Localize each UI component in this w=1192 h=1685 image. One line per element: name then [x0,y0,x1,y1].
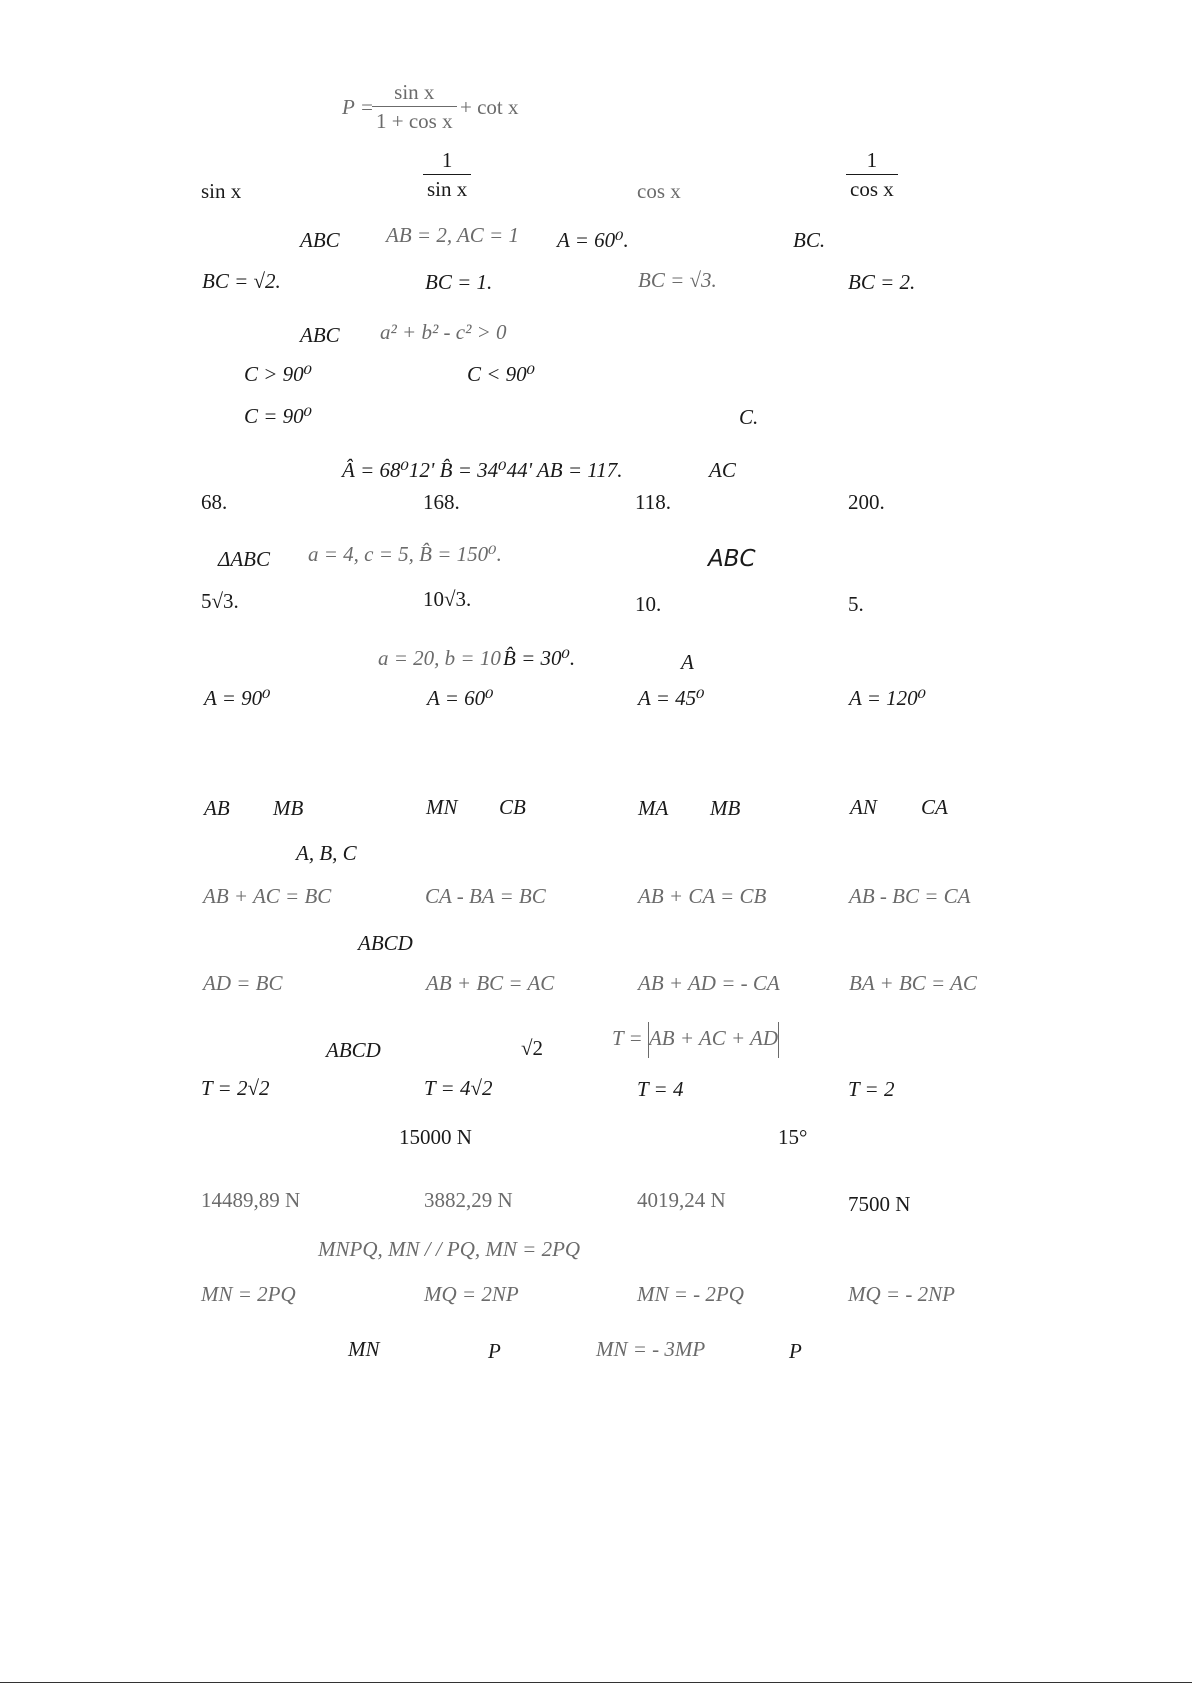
q11-option-a: 14489,89 N [201,1188,301,1212]
q9-option-c: AB + AD = - CA [638,971,780,995]
q5-condition: a = 4, c = 5, B̂ = 150⁰. [308,542,502,566]
q5-option-b: 10√3. [423,587,472,611]
q2-option-b: BC = 1. [425,270,493,294]
q13-point: P [488,1339,501,1363]
q12-option-d: MQ = - 2NP [848,1282,955,1306]
q5-option-c: 10. [635,592,662,616]
q6-condition: a = 20, b = 10 [378,646,501,670]
q1-option-b [423,150,471,200]
q4-option-d: 200. [848,490,885,514]
q1-option-a: sin x [201,179,242,203]
q6-angle: B̂ = 30⁰. [503,646,576,670]
q5-option-a: 5√3. [201,589,239,613]
q7-option-a-first: AB [204,796,230,820]
q4-condition: Â = 68⁰12' B̂ = 34⁰44' AB = 117. [342,458,623,482]
q10-option-d: T = 2 [848,1077,895,1101]
q1-fraction-numerator: sin x [394,80,435,104]
q9-option-b: AB + BC = AC [426,971,555,995]
q1-option-d-numerator: 1 [866,148,878,172]
q3-option-a: C > 90⁰ [244,362,313,386]
q12-option-c: MN = - 2PQ [637,1282,744,1306]
q1-fraction-denominator: 1 + cos x [372,106,457,132]
q8-option-b: CA - BA = BC [425,884,546,908]
q2-angle: A = 60⁰. [557,228,629,252]
q2-condition: AB = 2, AC = 1 [386,223,519,247]
q7-option-c-second: MB [710,796,741,820]
q8-option-d: AB - BC = CA [849,884,971,908]
q2-option-d: BC = 2. [848,270,916,294]
q8-points: A, B, C [296,841,357,865]
q4-option-b: 168. [423,490,460,514]
q4-option-c: 118. [635,490,671,514]
q7-option-b-second: CB [499,795,526,819]
q12-option-b: MQ = 2NP [424,1282,519,1306]
q1-tail: + cot x [460,95,519,119]
q6-option-d: A = 120⁰ [849,686,927,710]
q2-ask: BC. [793,228,826,252]
q11-option-d: 7500 N [848,1192,911,1216]
q6-option-b: A = 60⁰ [427,686,494,710]
q9-figure: ABCD [358,931,413,955]
q10-option-b: T = 4√2 [424,1076,493,1100]
q4-option-a: 68. [201,490,228,514]
q3-condition: a² + b² - c² > 0 [380,320,507,344]
q4-ask: AC [709,458,736,482]
q7-option-b-first: MN [426,795,458,819]
q10-abs-right-bar [778,1022,779,1058]
q10-t-expr: AB + AC + AD [648,1025,779,1050]
q11-angle: 15° [778,1125,808,1149]
q1-option-d [846,150,898,200]
q1-p-label: P = [342,95,374,119]
q10-t-label: T = [612,1025,643,1050]
q13-condition: MN = - 3MP [596,1337,706,1361]
q10-figure: ABCD [326,1038,381,1062]
q12-condition: MNPQ, MN / / PQ, MN = 2PQ [318,1237,581,1261]
q10-expression [612,1022,779,1058]
q5-ask: ABC [708,546,756,572]
q3-option-c: C = 90⁰ [244,404,313,428]
page-bottom-rule [0,1682,1192,1683]
q7-option-c-first: MA [638,796,669,820]
q3-ask: C. [739,405,759,429]
q10-side: √2 [521,1036,544,1060]
q13-segment: MN [348,1337,380,1361]
q1-fraction [372,82,457,132]
q11-option-b: 3882,29 N [424,1188,513,1212]
q2-option-a: BC = √2. [202,269,281,293]
q7-option-d-second: CA [921,795,948,819]
q5-option-d: 5. [848,592,864,616]
q13-point-again: P [789,1339,802,1363]
q6-option-c: A = 45⁰ [638,686,705,710]
q3-option-b: C < 90⁰ [467,362,536,386]
q2-triangle: ABC [300,228,340,252]
q1-option-c: cos x [637,179,681,203]
q9-option-d: BA + BC = AC [849,971,977,995]
q6-option-a: A = 90⁰ [204,686,271,710]
q9-option-a: AD = BC [203,971,283,995]
q1-option-b-denominator: sin x [423,174,471,200]
q6-ask: A [681,650,694,674]
q11-force: 15000 N [399,1125,472,1149]
q7-option-a-second: MB [273,796,304,820]
q10-option-a: T = 2√2 [201,1076,270,1100]
q5-triangle: ΔABC [218,547,270,571]
q11-option-c: 4019,24 N [637,1188,726,1212]
q12-option-a: MN = 2PQ [201,1282,296,1306]
q7-option-d-first: AN [850,795,877,819]
q2-option-c: BC = √3. [638,268,717,292]
q10-option-c: T = 4 [637,1077,684,1101]
q8-option-c: AB + CA = CB [638,884,767,908]
q3-triangle: ABC [300,323,340,347]
q1-option-b-numerator: 1 [441,148,453,172]
q8-option-a: AB + AC = BC [203,884,332,908]
q1-option-d-denominator: cos x [846,174,898,200]
